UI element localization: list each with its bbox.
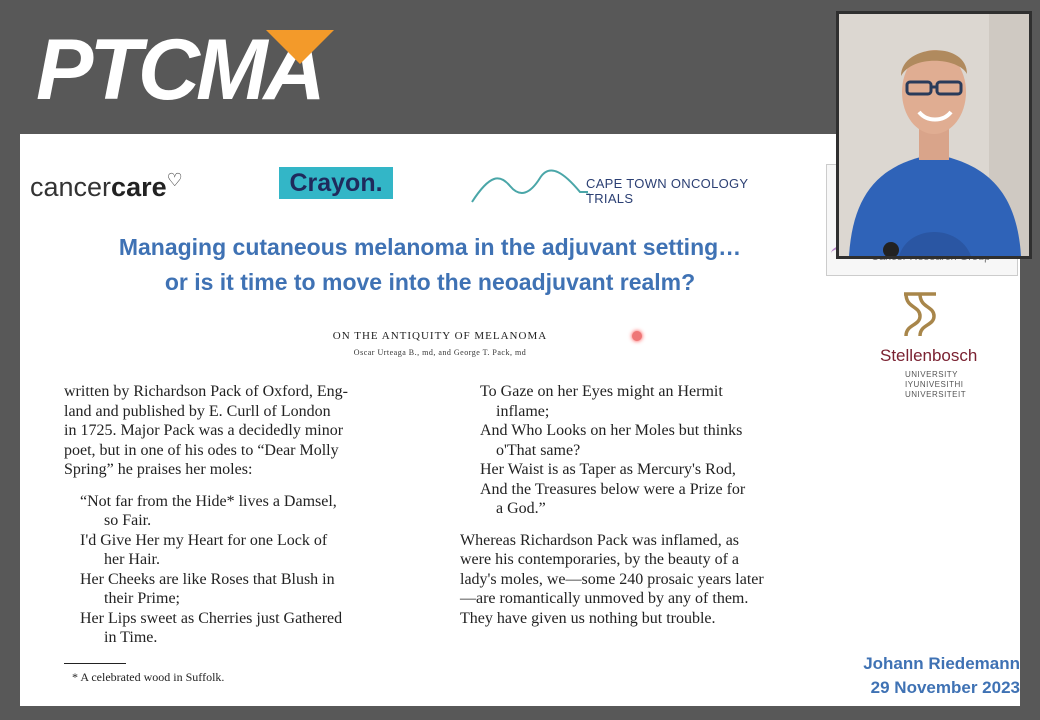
paper-left-column: [64, 382, 424, 648]
cancercare-suffix: care: [111, 172, 167, 202]
cancercare-prefix: cancer: [30, 172, 112, 202]
poem-line: her Hair.: [104, 551, 160, 568]
university-subtitle-line: UNIVERSITY: [905, 370, 959, 379]
text-line: —are romantically unmoved by any of them.: [460, 590, 749, 607]
cancercare-logo: [30, 170, 183, 203]
stellenbosch-crest-icon: [900, 290, 940, 340]
paper-authors: Oscar Urteaga B., md, and George T. Pack, md: [353, 348, 527, 357]
paper-right-column: [460, 382, 820, 628]
poem-line: And the Treasures below were a Prize for: [480, 480, 746, 498]
presenter-info: [830, 652, 1020, 700]
ptcma-logo-triangle: [266, 30, 334, 64]
text-line: written by Richardson Pack of Oxford, Eng-: [64, 383, 348, 400]
footnote: * A celebrated wood in Suffolk.: [72, 670, 225, 684]
paper-title: ON THE ANTIQUITY OF MELANOMA: [332, 330, 548, 342]
laser-pointer-dot: [632, 331, 642, 341]
university-subtitle: [905, 370, 985, 400]
poem-line: I'd Give Her my Heart for one Lock of: [80, 531, 328, 549]
cape-town-oncology-trials-logo: [470, 164, 770, 206]
speaker-video-feed: [836, 11, 1032, 259]
university-subtitle-line: UNIVERSITEIT: [905, 390, 967, 399]
slide-title-line1: Managing cutaneous melanoma in the adjuvant setting…: [118, 234, 742, 260]
university-name: Stellenbosch: [880, 346, 978, 365]
poem-line: “Not far from the Hide* lives a Damsel,: [80, 492, 337, 510]
text-line: Spring” he praises her moles:: [64, 461, 253, 478]
crayon-logo: Crayon.: [279, 167, 393, 199]
text-line: They have given us nothing but trouble.: [460, 609, 716, 627]
poem-line: o'That same?: [496, 441, 581, 459]
slide-title: [50, 230, 810, 300]
university-subtitle-line: IYUNIVESITHI: [905, 380, 964, 389]
poem-line: Her Lips sweet as Cherries just Gathered: [80, 609, 343, 627]
text-line: land and published by E. Curll of London: [64, 402, 331, 420]
ptcma-logo-text: PTCMA: [36, 22, 322, 118]
text-line: in 1725. Major Pack was a decidedly minor: [64, 422, 344, 439]
text-line: poet, but in one of his odes to “Dear Molly: [64, 441, 339, 459]
heart-icon: ♡: [166, 170, 183, 190]
text-line: were his contemporaries, by the beauty of a: [460, 551, 740, 568]
ptcma-logo: [36, 22, 366, 118]
presentation-date: 29 November 2023: [870, 678, 1020, 697]
poem-line: a God.”: [496, 500, 546, 517]
speaker-avatar-icon: [839, 14, 1029, 256]
ctot-wave-icon: [470, 164, 590, 206]
poem-line: in Time.: [104, 629, 158, 646]
slide-title-line2: or is it time to move into the neoadjuvant realm?: [164, 269, 696, 295]
poem-line: Her Cheeks are like Roses that Blush in: [80, 570, 335, 588]
presenter-name: Johann Riedemann: [863, 654, 1020, 673]
poem-line: their Prime;: [104, 590, 180, 607]
text-line: lady's moles, we—some 240 prosaic years later: [460, 570, 764, 588]
footnote-rule: [64, 663, 126, 664]
poem-line: so Fair.: [104, 512, 152, 529]
text-line: Whereas Richardson Pack was inflamed, as: [460, 531, 740, 549]
poem-line: To Gaze on her Eyes might an Hermit: [480, 383, 723, 400]
poem-line: Her Waist is as Taper as Mercury's Rod,: [480, 461, 736, 478]
ctot-logo-text: CAPE TOWN ONCOLOGY TRIALS: [586, 176, 749, 206]
poem-line: inflame;: [496, 402, 550, 420]
poem-line: And Who Looks on her Moles but thinks: [480, 422, 743, 439]
